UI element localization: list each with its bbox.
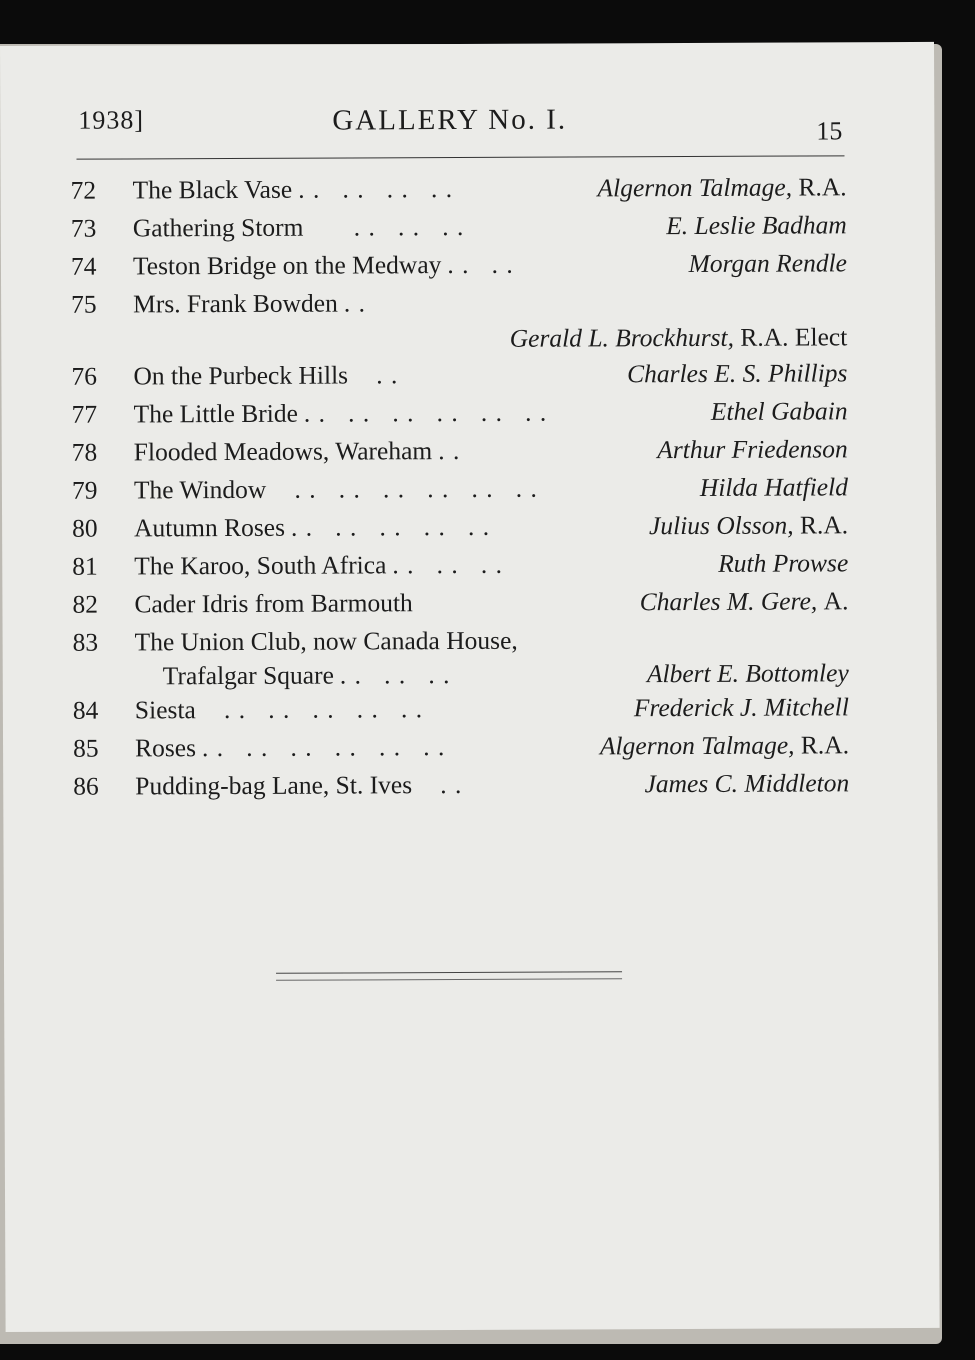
entry-artist: [597, 168, 846, 207]
header-rule: [76, 155, 844, 159]
entry-artist: [649, 506, 848, 545]
artist-name: Charles M. Gere,: [639, 586, 818, 617]
entry-number: 73: [70, 213, 97, 243]
catalogue-entry: [71, 354, 847, 395]
entry-title: Teston Bridge on the Medway: [132, 250, 442, 281]
artist-suffix: A.: [823, 586, 849, 616]
leader-dots: . .: [418, 769, 463, 800]
entry-title: Roses: [135, 733, 197, 763]
leader-dots: . . . . . .: [309, 211, 465, 242]
spacer: [423, 716, 634, 717]
spacer: [398, 382, 627, 383]
entry-artist: [640, 582, 849, 621]
entry-number: 76: [71, 361, 98, 391]
entry-number: 85: [73, 733, 99, 763]
entry-number: 83: [72, 627, 99, 657]
spacer: [419, 610, 640, 611]
leader-dots: . . . . . . . . . .: [201, 694, 424, 725]
leader-dots: . . . . . . . .: [298, 174, 454, 204]
header-year: 1938]: [78, 105, 145, 135]
header-title: GALLERY No. I.: [332, 103, 568, 137]
artist-name: Hilda Hatfield: [699, 472, 848, 502]
leader-dots: . . . . . . . . . .: [290, 511, 491, 542]
entry-title-continued: Trafalgar Square: [162, 660, 334, 691]
end-rule: [276, 971, 622, 981]
artist-name: E. Leslie Badham: [666, 210, 847, 241]
artist-name: Ethel Gabain: [710, 396, 848, 426]
entry-number: 86: [73, 771, 99, 801]
catalogue-entry: [72, 392, 848, 433]
entry-artist: [634, 688, 849, 727]
entry-title: The Window: [133, 474, 267, 505]
entry-title: The Union Club, now Canada House,: [134, 625, 518, 657]
artist-name: Algernon Talmage,: [599, 730, 795, 761]
entry-number: 77: [71, 399, 98, 429]
leader-dots: . .: [353, 360, 399, 390]
artist-name: Charles E. S. Phillips: [627, 358, 848, 389]
entry-title: Cader Idris from Barmouth: [134, 588, 413, 619]
entry-number: 81: [72, 551, 98, 581]
entry-title: Siesta: [134, 695, 196, 725]
spacer: [538, 496, 700, 497]
entry-title: The Black Vase: [132, 174, 293, 205]
leader-dots: . .: [438, 435, 461, 466]
spacer: [514, 272, 689, 273]
entry-number: 72: [70, 175, 97, 205]
spacer: [462, 792, 644, 793]
entry-title: Pudding-bag Lane, St. Ives: [135, 770, 413, 801]
leader-dots: . . . . . . . . . . . .: [272, 473, 538, 504]
entry-artist: [510, 320, 848, 355]
catalogue-entry: [71, 206, 847, 247]
entry-number: 80: [72, 513, 98, 543]
spacer: [464, 234, 666, 235]
spacer: [490, 534, 649, 535]
entry-number: 78: [71, 437, 98, 467]
leader-dots: . . . . . . . . . . . .: [201, 732, 446, 763]
entry-artist: [666, 206, 847, 245]
entry-title: The Karoo, South Africa: [134, 550, 387, 581]
spacer: [460, 458, 657, 459]
artist-name: Algernon Talmage,: [597, 172, 793, 203]
artist-name: Gerald L. Brockhurst,: [509, 322, 735, 353]
leader-dots: . . . . . . . . . . . .: [303, 397, 548, 428]
artist-suffix: R.A.: [798, 172, 847, 202]
artist-suffix: R.A.: [800, 730, 850, 760]
catalogue-entry: [72, 430, 848, 471]
leader-dots: . .: [343, 288, 367, 318]
spacer: [445, 754, 600, 755]
catalogue-entry: [72, 582, 848, 623]
artist-name: Albert E. Bottomley: [646, 658, 849, 689]
catalogue-entry: [73, 620, 849, 691]
entry-artist: [700, 468, 848, 507]
page-number: 15: [816, 116, 843, 146]
artist-name: Ruth Prowse: [718, 548, 849, 578]
spacer: [503, 572, 718, 573]
catalogue-page: [0, 42, 940, 1332]
entry-title: Gathering Storm: [132, 212, 304, 243]
artist-suffix: R.A.: [799, 510, 849, 540]
entry-title: On the Purbeck Hills: [133, 360, 349, 391]
catalogue-entry: [73, 726, 849, 767]
entry-title: Autumn Roses: [134, 512, 286, 543]
catalogue-entry: [72, 468, 848, 509]
entry-artist: [600, 726, 849, 765]
entry-artist: [711, 392, 848, 431]
spacer: [451, 682, 647, 683]
catalogue-entry: [71, 168, 847, 209]
entry-artist: [657, 430, 848, 469]
entry-artist: [644, 764, 849, 803]
spacer: [453, 196, 597, 197]
catalogue-entry: [73, 688, 849, 729]
entry-number: 79: [71, 475, 98, 505]
catalogue-entries: [71, 168, 850, 805]
entry-title: Mrs. Frank Bowden: [133, 288, 338, 319]
entry-title: Flooded Meadows, Wareham: [133, 436, 433, 467]
entry-artist: [718, 544, 848, 583]
entry-title: The Little Bride: [133, 398, 298, 429]
catalogue-entry: [72, 544, 848, 585]
entry-artist: [627, 354, 847, 393]
artist-name: Arthur Friedenson: [657, 434, 848, 465]
running-header: [78, 102, 844, 149]
leader-dots: . . . .: [447, 249, 514, 280]
artist-name: Frederick J. Mitchell: [633, 692, 849, 723]
entry-artist: [688, 244, 847, 283]
catalogue-entry: [71, 282, 847, 357]
entry-number: 74: [70, 251, 97, 281]
artist-name: Julius Olsson,: [648, 510, 794, 541]
artist-name: James C. Middleton: [644, 768, 850, 799]
entry-number: 82: [72, 589, 98, 619]
leader-dots: . . . . . .: [339, 660, 451, 690]
spacer: [547, 420, 711, 421]
entry-number: 84: [72, 695, 99, 725]
catalogue-entry: [73, 764, 849, 805]
artist-name: Morgan Rendle: [688, 248, 848, 278]
leader-dots: . . . . . .: [392, 549, 504, 580]
entry-number: 75: [71, 289, 97, 319]
artist-suffix: R.A. Elect: [740, 322, 848, 352]
catalogue-entry: [71, 244, 847, 285]
catalogue-entry: [72, 506, 848, 547]
entry-artist: [647, 658, 849, 689]
